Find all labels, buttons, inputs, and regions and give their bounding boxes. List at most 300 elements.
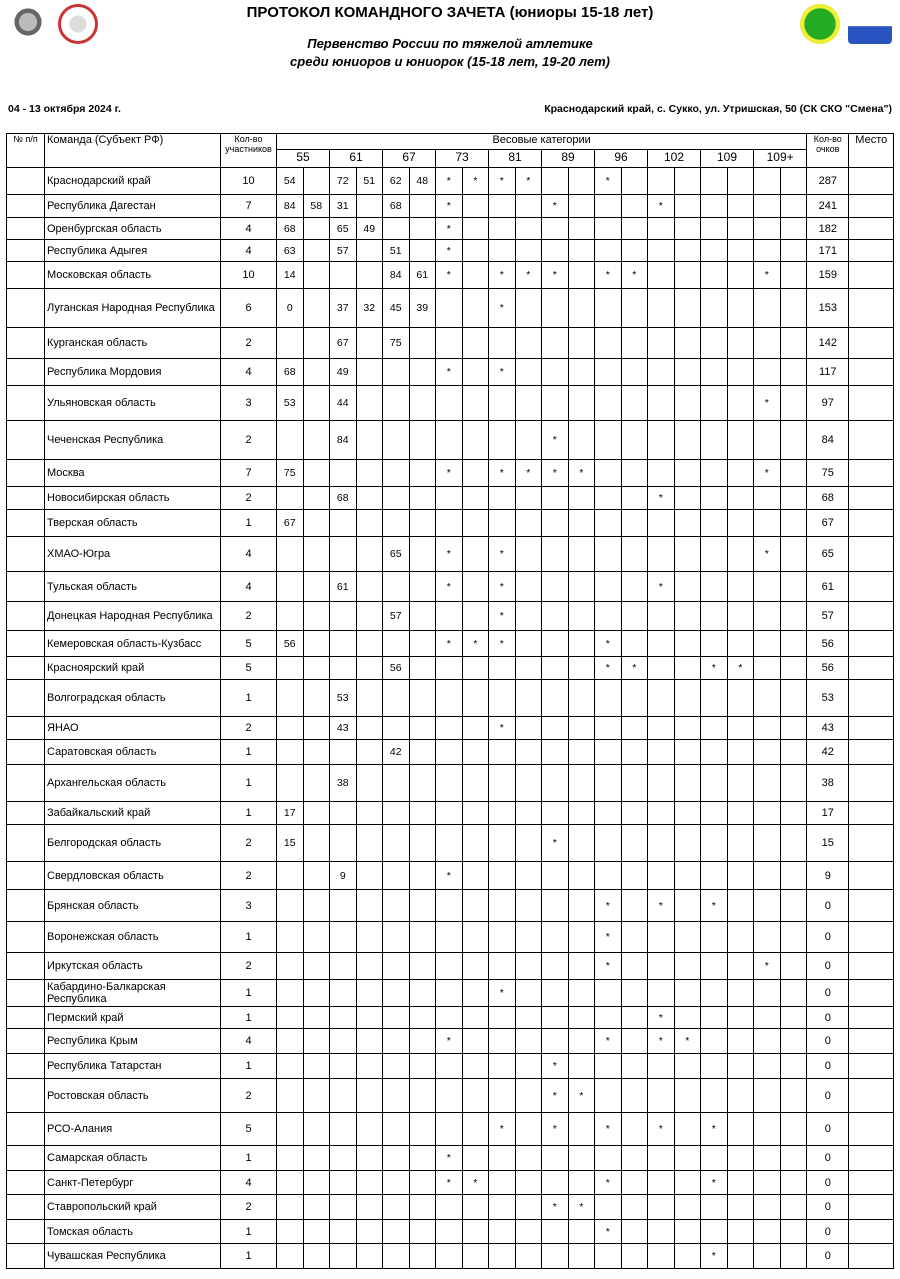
points-cell: 0 — [807, 1220, 849, 1244]
result-cell — [303, 765, 330, 802]
result-cell — [303, 1079, 330, 1113]
result-cell — [515, 1054, 542, 1079]
table-row — [7, 1171, 894, 1195]
result-cell: 68 — [383, 195, 410, 218]
place-cell — [849, 680, 894, 717]
result-cell: * — [595, 922, 622, 953]
result-cell — [462, 487, 489, 510]
result-cell: * — [436, 862, 463, 890]
result-cell — [303, 487, 330, 510]
result-cell — [542, 328, 569, 359]
result-cell — [462, 421, 489, 460]
result-cell — [542, 631, 569, 657]
team-name-cell: Саратовская область — [45, 740, 221, 765]
row-number-cell — [7, 717, 45, 740]
result-cell: * — [436, 1029, 463, 1054]
result-cell — [462, 602, 489, 631]
row-number-cell — [7, 537, 45, 572]
result-cell — [303, 1244, 330, 1269]
result-cell — [648, 1079, 675, 1113]
result-cell: * — [436, 572, 463, 602]
result-cell — [303, 802, 330, 825]
result-cell — [303, 980, 330, 1007]
result-cell — [780, 421, 807, 460]
result-cell — [568, 328, 595, 359]
table-row — [7, 537, 894, 572]
result-cell — [727, 240, 754, 262]
result-cell — [489, 922, 516, 953]
result-cell — [409, 862, 436, 890]
team-name-cell: Москва — [45, 460, 221, 487]
result-cell — [489, 1146, 516, 1171]
result-cell: 51 — [356, 168, 383, 195]
place-cell — [849, 890, 894, 922]
result-cell — [356, 262, 383, 289]
result-cell — [727, 980, 754, 1007]
result-cell — [330, 740, 357, 765]
result-cell — [462, 460, 489, 487]
result-cell — [303, 537, 330, 572]
result-cell — [648, 717, 675, 740]
team-name-cell: Забайкальский край — [45, 802, 221, 825]
result-cell — [674, 1113, 701, 1146]
row-number-cell — [7, 289, 45, 328]
result-cell — [330, 460, 357, 487]
result-cell — [330, 922, 357, 953]
result-cell — [409, 1220, 436, 1244]
result-cell — [542, 1171, 569, 1195]
result-cell — [701, 460, 728, 487]
result-cell — [542, 1220, 569, 1244]
result-cell — [701, 717, 728, 740]
place-cell — [849, 1244, 894, 1269]
result-cell — [383, 386, 410, 421]
weight-category-header: 73 — [436, 150, 489, 168]
result-cell — [462, 1195, 489, 1220]
result-cell — [303, 262, 330, 289]
result-cell — [568, 890, 595, 922]
result-cell — [780, 980, 807, 1007]
result-cell — [542, 980, 569, 1007]
result-cell — [277, 1244, 304, 1269]
table-row — [7, 487, 894, 510]
result-cell — [780, 1113, 807, 1146]
result-cell — [356, 717, 383, 740]
result-cell — [409, 953, 436, 980]
result-cell — [383, 953, 410, 980]
result-cell — [648, 359, 675, 386]
result-cell — [515, 631, 542, 657]
result-cell — [674, 1146, 701, 1171]
result-cell — [595, 1079, 622, 1113]
result-cell — [277, 1079, 304, 1113]
result-cell — [515, 1113, 542, 1146]
result-cell — [462, 680, 489, 717]
result-cell — [462, 825, 489, 862]
points-cell: 67 — [807, 510, 849, 537]
row-number-cell — [7, 862, 45, 890]
result-cell — [542, 802, 569, 825]
place-cell — [849, 980, 894, 1007]
result-cell: * — [595, 1220, 622, 1244]
table-row — [7, 460, 894, 487]
place-cell — [849, 1195, 894, 1220]
result-cell — [780, 1054, 807, 1079]
place-cell — [849, 1220, 894, 1244]
col-participants-header: Кол-во участников — [221, 134, 277, 168]
result-cell: 84 — [330, 421, 357, 460]
result-cell — [383, 1029, 410, 1054]
result-cell — [648, 1244, 675, 1269]
result-cell: 31 — [330, 195, 357, 218]
points-cell: 182 — [807, 218, 849, 240]
result-cell: * — [515, 460, 542, 487]
result-cell — [727, 1146, 754, 1171]
result-cell — [303, 740, 330, 765]
place-cell — [849, 240, 894, 262]
result-cell: 32 — [356, 289, 383, 328]
result-cell — [727, 537, 754, 572]
result-cell — [515, 1171, 542, 1195]
result-cell: 75 — [277, 460, 304, 487]
result-cell: * — [754, 386, 781, 421]
result-cell — [277, 1146, 304, 1171]
result-cell — [383, 359, 410, 386]
result-cell — [303, 328, 330, 359]
result-cell — [568, 421, 595, 460]
result-cell — [754, 657, 781, 680]
team-name-cell: Чеченская Республика — [45, 421, 221, 460]
result-cell — [701, 386, 728, 421]
result-cell — [621, 289, 648, 328]
result-cell — [489, 680, 516, 717]
table-row — [7, 862, 894, 890]
result-cell — [436, 1195, 463, 1220]
place-cell — [849, 537, 894, 572]
place-cell — [849, 717, 894, 740]
result-cell — [648, 386, 675, 421]
result-cell — [542, 1007, 569, 1029]
result-cell — [383, 218, 410, 240]
result-cell: * — [621, 657, 648, 680]
place-cell — [849, 262, 894, 289]
result-cell: * — [489, 980, 516, 1007]
result-cell — [383, 487, 410, 510]
result-cell — [701, 421, 728, 460]
participants-cell: 2 — [221, 717, 277, 740]
result-cell — [674, 980, 701, 1007]
result-cell — [409, 765, 436, 802]
result-cell — [727, 460, 754, 487]
result-cell — [674, 890, 701, 922]
result-cell — [383, 890, 410, 922]
result-cell — [303, 922, 330, 953]
row-number-cell — [7, 359, 45, 386]
result-cell — [754, 510, 781, 537]
result-cell — [356, 890, 383, 922]
table-row — [7, 386, 894, 421]
result-cell — [780, 359, 807, 386]
result-cell — [621, 802, 648, 825]
result-cell — [383, 1195, 410, 1220]
result-cell — [383, 1007, 410, 1029]
result-cell — [462, 510, 489, 537]
result-cell — [542, 289, 569, 328]
result-cell: * — [542, 1113, 569, 1146]
result-cell — [621, 740, 648, 765]
result-cell: 9 — [330, 862, 357, 890]
result-cell — [621, 195, 648, 218]
place-cell — [849, 218, 894, 240]
result-cell — [356, 195, 383, 218]
result-cell — [595, 460, 622, 487]
team-name-cell: ЯНАО — [45, 717, 221, 740]
result-cell — [595, 1054, 622, 1079]
result-cell — [568, 953, 595, 980]
row-number-cell — [7, 510, 45, 537]
result-cell — [595, 510, 622, 537]
participants-cell: 4 — [221, 218, 277, 240]
result-cell — [701, 487, 728, 510]
result-cell: * — [754, 953, 781, 980]
result-cell — [515, 657, 542, 680]
result-cell — [754, 195, 781, 218]
result-cell — [568, 602, 595, 631]
result-cell — [568, 765, 595, 802]
result-cell — [303, 657, 330, 680]
participants-cell: 2 — [221, 487, 277, 510]
result-cell — [356, 657, 383, 680]
result-cell — [515, 1079, 542, 1113]
points-cell: 0 — [807, 1079, 849, 1113]
result-cell — [436, 740, 463, 765]
result-cell: * — [674, 1029, 701, 1054]
row-number-cell — [7, 168, 45, 195]
result-cell — [674, 802, 701, 825]
result-cell — [621, 1146, 648, 1171]
participants-cell: 4 — [221, 537, 277, 572]
participants-cell: 1 — [221, 680, 277, 717]
result-cell — [780, 953, 807, 980]
result-cell — [648, 1054, 675, 1079]
result-cell — [303, 240, 330, 262]
result-cell — [356, 460, 383, 487]
row-number-cell — [7, 460, 45, 487]
place-cell — [849, 386, 894, 421]
result-cell — [409, 218, 436, 240]
row-number-cell — [7, 980, 45, 1007]
result-cell — [489, 1220, 516, 1244]
points-cell: 15 — [807, 825, 849, 862]
result-cell — [727, 1079, 754, 1113]
result-cell — [674, 1195, 701, 1220]
result-cell — [780, 510, 807, 537]
result-cell — [383, 1113, 410, 1146]
result-cell — [542, 717, 569, 740]
participants-cell: 2 — [221, 862, 277, 890]
result-cell — [621, 572, 648, 602]
col-points-header: Кол-во очков — [807, 134, 849, 168]
result-cell — [542, 386, 569, 421]
result-cell — [489, 1007, 516, 1029]
result-cell — [409, 1113, 436, 1146]
result-cell — [727, 825, 754, 862]
result-cell: * — [436, 359, 463, 386]
result-cell — [303, 1195, 330, 1220]
row-number-cell — [7, 890, 45, 922]
result-cell — [409, 537, 436, 572]
row-number-cell — [7, 1171, 45, 1195]
result-cell — [356, 328, 383, 359]
result-cell — [621, 602, 648, 631]
participants-cell: 10 — [221, 262, 277, 289]
row-number-cell — [7, 262, 45, 289]
result-cell — [674, 240, 701, 262]
result-cell — [542, 765, 569, 802]
result-cell — [462, 1079, 489, 1113]
result-cell: * — [568, 460, 595, 487]
result-cell — [621, 1195, 648, 1220]
result-cell — [489, 765, 516, 802]
table-row — [7, 289, 894, 328]
result-cell — [754, 631, 781, 657]
result-cell — [409, 1054, 436, 1079]
participants-cell: 4 — [221, 1029, 277, 1054]
result-cell — [303, 825, 330, 862]
result-cell — [330, 825, 357, 862]
result-cell — [303, 289, 330, 328]
result-cell: * — [542, 1079, 569, 1113]
result-cell — [542, 1146, 569, 1171]
result-cell — [330, 1146, 357, 1171]
result-cell: 51 — [383, 240, 410, 262]
result-cell: 56 — [383, 657, 410, 680]
result-cell — [436, 328, 463, 359]
result-cell — [595, 1146, 622, 1171]
participants-cell: 3 — [221, 890, 277, 922]
result-cell — [489, 1244, 516, 1269]
result-cell — [701, 1195, 728, 1220]
result-cell — [595, 572, 622, 602]
result-cell — [356, 825, 383, 862]
result-cell — [780, 802, 807, 825]
result-cell — [409, 602, 436, 631]
result-cell: 58 — [303, 195, 330, 218]
result-cell — [330, 802, 357, 825]
result-cell — [303, 218, 330, 240]
result-cell — [780, 289, 807, 328]
result-cell — [621, 953, 648, 980]
result-cell — [595, 421, 622, 460]
result-cell: * — [436, 195, 463, 218]
result-cell — [489, 195, 516, 218]
result-cell — [542, 572, 569, 602]
team-name-cell: Красноярский край — [45, 657, 221, 680]
result-cell — [780, 262, 807, 289]
result-cell: * — [489, 537, 516, 572]
result-cell — [330, 890, 357, 922]
result-cell — [754, 717, 781, 740]
result-cell — [303, 460, 330, 487]
team-name-cell: Архангельская область — [45, 765, 221, 802]
result-cell — [568, 1171, 595, 1195]
result-cell — [621, 168, 648, 195]
result-cell: 84 — [383, 262, 410, 289]
result-cell — [754, 1079, 781, 1113]
result-cell — [409, 1007, 436, 1029]
result-cell — [356, 359, 383, 386]
result-cell — [701, 825, 728, 862]
result-cell — [303, 359, 330, 386]
result-cell: * — [515, 168, 542, 195]
points-cell: 42 — [807, 740, 849, 765]
points-cell: 65 — [807, 537, 849, 572]
participants-cell: 3 — [221, 386, 277, 421]
result-cell — [356, 631, 383, 657]
result-cell — [648, 328, 675, 359]
result-cell — [409, 890, 436, 922]
result-cell — [515, 953, 542, 980]
result-cell: * — [648, 1007, 675, 1029]
event-dates: 04 - 13 октября 2024 г. — [8, 103, 121, 115]
result-cell — [568, 240, 595, 262]
result-cell: * — [648, 890, 675, 922]
participants-cell: 4 — [221, 1171, 277, 1195]
weight-category-header: 81 — [489, 150, 542, 168]
result-cell — [595, 240, 622, 262]
result-cell — [277, 1220, 304, 1244]
team-name-cell: Московская область — [45, 262, 221, 289]
result-cell — [621, 218, 648, 240]
participants-cell: 1 — [221, 765, 277, 802]
points-cell: 0 — [807, 1195, 849, 1220]
result-cell — [436, 487, 463, 510]
result-cell — [674, 740, 701, 765]
points-cell: 0 — [807, 1146, 849, 1171]
participants-cell: 2 — [221, 421, 277, 460]
page-subtitle — [0, 35, 900, 71]
result-cell — [780, 602, 807, 631]
table-row — [7, 262, 894, 289]
result-cell: 53 — [330, 680, 357, 717]
result-cell — [595, 765, 622, 802]
result-cell: * — [701, 1244, 728, 1269]
result-cell — [542, 602, 569, 631]
table-row — [7, 765, 894, 802]
table-row — [7, 1079, 894, 1113]
row-number-cell — [7, 602, 45, 631]
result-cell — [754, 1195, 781, 1220]
result-cell — [515, 1244, 542, 1269]
result-cell — [489, 1171, 516, 1195]
points-cell: 159 — [807, 262, 849, 289]
result-cell: * — [542, 421, 569, 460]
points-cell: 56 — [807, 631, 849, 657]
result-cell — [409, 1244, 436, 1269]
result-cell — [780, 1029, 807, 1054]
result-cell — [754, 922, 781, 953]
participants-cell: 1 — [221, 1054, 277, 1079]
result-cell — [754, 487, 781, 510]
result-cell — [303, 1007, 330, 1029]
points-cell: 0 — [807, 1029, 849, 1054]
result-cell — [277, 922, 304, 953]
result-cell — [674, 195, 701, 218]
result-cell — [542, 537, 569, 572]
place-cell — [849, 510, 894, 537]
result-cell: * — [436, 537, 463, 572]
participants-cell: 1 — [221, 802, 277, 825]
